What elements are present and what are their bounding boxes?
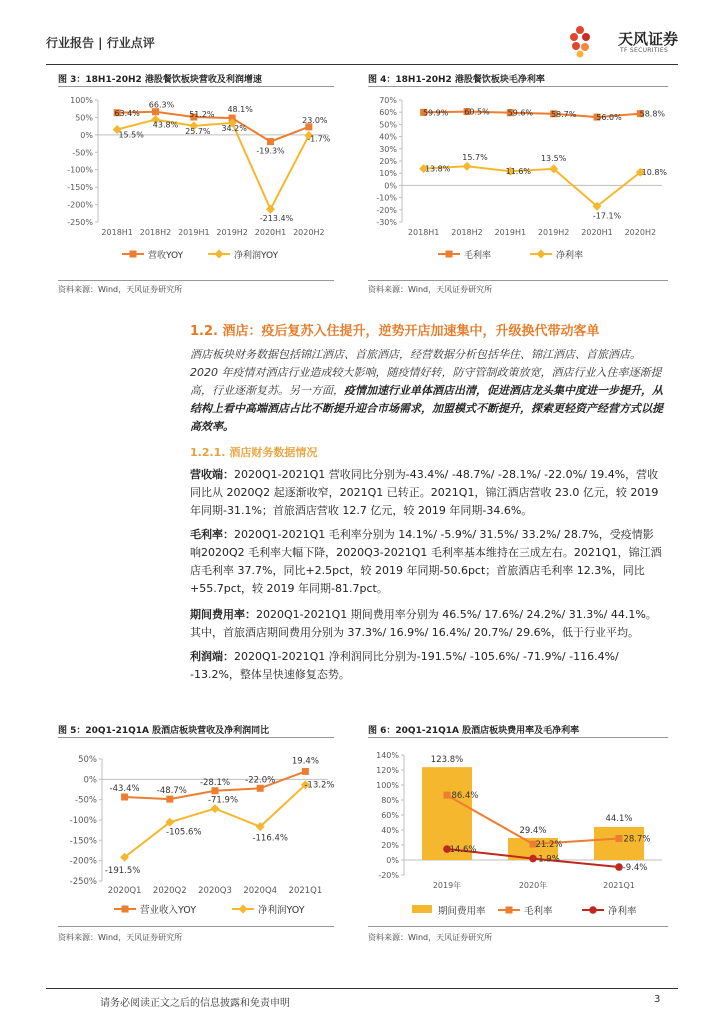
- gross-margin-label: 毛利率：: [190, 528, 234, 541]
- data-label: 21.2%: [535, 840, 563, 851]
- x-tick-label: 2018H1: [101, 228, 133, 237]
- legend-label: 期间费用率: [438, 906, 486, 917]
- data-point: [121, 793, 128, 800]
- data-label: 13.8%: [424, 164, 451, 174]
- legend-label: 净利率: [556, 251, 584, 261]
- y-tick-label: 50%: [78, 755, 97, 765]
- footer-disclaimer: 请务必阅读正文之后的信息披露和免责申明: [100, 998, 290, 1009]
- data-label: 59.6%: [507, 108, 534, 118]
- data-label: -19.3%: [256, 146, 285, 156]
- legend-label: 净利润YOY: [258, 905, 305, 916]
- data-label: 44.1%: [605, 813, 633, 824]
- data-label: 60.5%: [464, 107, 490, 117]
- data-label: 48.1%: [227, 105, 253, 115]
- fig4-bottom-rule: [368, 280, 668, 281]
- y-tick-label: 100%: [70, 96, 93, 105]
- x-tick-label: 2020H2: [293, 228, 325, 237]
- data-point: [615, 863, 623, 871]
- legend-label: 净利润YOY: [234, 251, 279, 261]
- revenue-paragraph: [190, 466, 664, 520]
- data-point: [444, 792, 451, 799]
- data-label: -17.1%: [592, 211, 622, 221]
- fig5-source: 资料来源：Wind，天风证券研究所: [58, 933, 183, 942]
- logo-flower-icon: [570, 26, 590, 58]
- data-label: 56.0%: [596, 113, 622, 123]
- data-point: [616, 835, 623, 842]
- legend-label: 毛利率: [524, 906, 553, 917]
- y-tick-label: -20%: [378, 871, 399, 880]
- logo-en-text: TF SECURITIES: [620, 47, 669, 54]
- fig3-caption: 图 3：18H1-20H2 港股餐饮板块营收及利润增速: [58, 75, 262, 85]
- y-tick-label: -250%: [67, 218, 93, 227]
- legend-marker: [446, 251, 453, 258]
- x-tick-label: 2018H1: [407, 228, 440, 237]
- revenue-text: 2020Q1-2021Q1 营收同比分别为-43.4%/ -48.7%/ -28.1%/ -22.0%/ 19.4%，营收同比从 2020Q2 起逐渐收窄，2021Q1 已转正。2021Q1，锦江酒店营收 23.0 亿元，较 2019 年同期-31.1%；首旅酒店营收 12.7 亿元，较 2019 年同期-34.6%。: [190, 468, 659, 517]
- profit-text: 2020Q1-2021Q1 净利润同比分别为-191.5%/ -105.6%/ -71.9%/ -116.4%/ -13.2%，整体呈快速修复态势。: [190, 650, 619, 681]
- data-label: 66.3%: [148, 100, 175, 110]
- data-point: [267, 138, 274, 145]
- data-label: -43.4%: [109, 783, 140, 794]
- y-tick-label: 20%: [379, 157, 397, 166]
- x-tick-label: 2020Q2: [152, 886, 187, 896]
- data-label: -9.4%: [622, 863, 648, 874]
- data-label: 13.5%: [540, 153, 567, 163]
- fig5-bottom-rule: [58, 926, 334, 927]
- y-tick-label: -100%: [69, 816, 97, 826]
- fig5-top-rule: [58, 737, 334, 738]
- y-tick-label: -50%: [75, 795, 97, 806]
- y-tick-label: -10%: [376, 193, 397, 203]
- y-tick-label: -200%: [69, 856, 97, 867]
- data-label: -191.5%: [104, 866, 141, 877]
- expense-text: 2020Q1-2021Q1 期间费用率分别为 46.5%/ 17.6%/ 24.2%/ 31.3%/ 44.1%。其中，首旅酒店期间费用分别为 37.3%/ 16.9%/ 16.4%/ 20.7%/ 29.6%，低于行业平均。: [190, 608, 657, 639]
- intro-part-a: 酒店板块财务数据包括锦江酒店、首旅酒店，经营数据分析包括华住、锦江酒店、首旅酒店。2020 年疫情对酒店行业造成较大影响，随疫情好转，防守管制政策放宽，酒店行业入住率逐渐提高，行业逐渐复苏。另一方面，: [190, 348, 662, 397]
- legend-label: 营收YOY: [148, 251, 184, 261]
- data-label: -48.7%: [156, 786, 187, 797]
- data-label: 86.4%: [451, 791, 479, 802]
- fig6-source: 资料来源：Wind，天风证券研究所: [368, 933, 493, 942]
- fig3-source: 资料来源：Wind，天风证券研究所: [58, 285, 183, 294]
- y-tick-label: -200%: [67, 200, 93, 210]
- x-tick-label: 2019H1: [178, 228, 210, 237]
- fig3-chart: [58, 92, 334, 272]
- data-label: -1.7%: [307, 134, 331, 144]
- y-tick-label: 70%: [379, 96, 397, 105]
- y-tick-label: 40%: [379, 132, 397, 142]
- y-tick-label: 60%: [379, 108, 397, 118]
- data-label: 123.8%: [430, 755, 464, 766]
- fig3-top-rule: [58, 86, 334, 87]
- y-tick-label: 100%: [376, 781, 399, 790]
- fig4-top-rule: [368, 86, 668, 87]
- series-line: [117, 120, 309, 210]
- intro-part-b: 疫情加速行业单体酒店出清，促进酒店龙头集中度进一步提升，从结构上看中高端酒店占比不断提升迎合市场需求，加盟模式不断提升，探索更轻资产经营方式以提高效率。: [190, 384, 663, 433]
- series-line: [447, 795, 619, 844]
- y-tick-label: 0%: [384, 181, 397, 191]
- expense-paragraph: [190, 606, 664, 642]
- legend-marker: [537, 250, 546, 259]
- x-tick-label: 2019H2: [216, 228, 248, 237]
- y-tick-label: 0%: [386, 856, 399, 865]
- section-title: 1.2. 酒店：疫后复苏入住提升，逆势开店加速集中，升级换代带动客单: [190, 324, 600, 339]
- x-tick-label: 2020H1: [581, 228, 613, 237]
- data-label: 15.5%: [118, 130, 144, 140]
- report-type-breadcrumb: 行业报告 | 行业点评: [46, 36, 155, 50]
- data-label: 14.6%: [449, 845, 477, 856]
- legend-marker: [506, 907, 513, 914]
- data-label: 19.4%: [291, 756, 319, 767]
- y-tick-label: 10%: [379, 169, 397, 179]
- data-label: -213.4%: [259, 214, 294, 224]
- page-number: 3: [654, 994, 661, 1005]
- x-tick-label: 2019H1: [494, 228, 527, 237]
- data-label: 25.7%: [185, 126, 211, 136]
- legend-marker: [589, 906, 597, 914]
- data-label: 1.9%: [538, 854, 560, 865]
- x-tick-label: 2020Q4: [243, 886, 278, 896]
- fig3-bottom-rule: [58, 280, 334, 281]
- data-point: [257, 785, 264, 792]
- data-label: 10.8%: [641, 168, 668, 178]
- gross-margin-paragraph: [190, 526, 664, 598]
- data-point: [266, 205, 275, 214]
- x-tick-label: 2021Q1: [603, 881, 635, 890]
- legend-marker: [130, 251, 137, 258]
- data-label: 29.4%: [519, 825, 547, 836]
- x-tick-label: 2020年: [518, 881, 548, 890]
- legend-swatch: [412, 905, 432, 913]
- profit-paragraph: [190, 648, 664, 684]
- x-tick-label: 2019年: [432, 881, 462, 890]
- x-tick-label: 2018H2: [451, 228, 483, 237]
- y-tick-label: -150%: [69, 836, 97, 847]
- y-tick-label: 20%: [381, 841, 399, 850]
- data-label: 58.8%: [639, 109, 666, 119]
- profit-label: 利润端：: [190, 650, 234, 663]
- legend-label: 毛利率: [464, 251, 492, 261]
- y-tick-label: -250%: [69, 877, 97, 887]
- x-tick-label: 2020Q3: [198, 886, 232, 896]
- data-label: -13.2%: [304, 780, 335, 791]
- footer-rule: [46, 988, 678, 989]
- y-tick-label: 40%: [381, 826, 399, 835]
- fig6-top-rule: [368, 737, 668, 738]
- y-tick-label: 30%: [379, 144, 397, 154]
- y-tick-label: 80%: [381, 796, 399, 805]
- fig4-source: 资料来源：Wind，天风证券研究所: [368, 285, 493, 294]
- data-point: [463, 162, 472, 171]
- y-tick-label: -100%: [67, 165, 93, 175]
- data-point: [529, 855, 537, 863]
- legend-marker: [215, 250, 224, 259]
- y-tick-label: 0%: [80, 130, 93, 140]
- data-label: -22.0%: [245, 775, 276, 786]
- data-label: -116.4%: [252, 833, 288, 844]
- y-tick-label: -50%: [72, 148, 93, 158]
- y-tick-label: -20%: [376, 205, 397, 215]
- subsection-title: 1.2.1. 酒店财务数据情况: [190, 446, 318, 459]
- fig5-chart: [58, 745, 334, 921]
- y-tick-label: 120%: [376, 766, 399, 775]
- data-point: [166, 796, 173, 803]
- data-label: 11.6%: [505, 167, 532, 177]
- data-label: 51.2%: [189, 110, 215, 120]
- y-tick-label: -150%: [67, 183, 93, 193]
- x-tick-label: 2018H2: [139, 228, 172, 237]
- data-label: -28.1%: [199, 777, 231, 788]
- legend-marker: [122, 906, 129, 913]
- data-label: 15.7%: [462, 153, 488, 163]
- x-tick-label: 2020Q1: [107, 886, 142, 896]
- x-tick-label: 2020H2: [624, 228, 657, 237]
- data-label: 58.7%: [550, 109, 577, 119]
- data-label: 43.8%: [152, 120, 179, 130]
- data-label: -105.6%: [166, 827, 202, 838]
- data-point: [302, 768, 309, 775]
- legend-label: 营业收入YOY: [140, 905, 197, 916]
- x-tick-label: 2020H1: [254, 228, 287, 237]
- header-rule: [46, 64, 678, 65]
- series-line: [424, 166, 641, 206]
- y-tick-label: 50%: [379, 120, 397, 130]
- x-tick-label: 2021Q1: [288, 886, 323, 896]
- y-tick-label: -30%: [376, 218, 397, 227]
- data-label: 59.9%: [422, 108, 449, 118]
- fig6-caption: 图 6：20Q1-21Q1A 股酒店板块费用率及毛净利率: [368, 726, 580, 736]
- y-tick-label: 50%: [75, 113, 93, 123]
- fig6-bottom-rule: [368, 926, 668, 927]
- data-label: 28.7%: [623, 834, 651, 845]
- fig4-chart: [368, 92, 668, 272]
- data-label: 34.2%: [221, 123, 247, 133]
- data-label: 23.0%: [302, 115, 328, 125]
- legend-marker: [239, 905, 248, 914]
- legend-label: 净利率: [608, 906, 637, 917]
- fig6-chart: [368, 745, 668, 921]
- y-tick-label: 60%: [381, 811, 399, 820]
- revenue-label: 营收端：: [190, 468, 234, 481]
- data-point: [212, 787, 219, 794]
- fig5-caption: 图 5：20Q1-21Q1A 股酒店板块营收及净利润同比: [58, 726, 270, 736]
- y-tick-label: 0%: [83, 775, 97, 786]
- gross-margin-text: 2020Q1-2021Q1 毛利率分别为 14.1%/ -5.9%/ 31.5%/ 33.2%/ 28.7%，受疫情影响2020Q2 毛利率大幅下降，2020Q3-2021Q1 毛利率基本维持在三成左右。2021Q1，锦江酒店毛利率 37.7%，同比+2.5pct，较 2019 年同期-50.6pct；首旅酒店毛利率 12.3%，同比+55.7pct，较 2019 年同期-81.7pct。: [190, 528, 662, 595]
- data-label: -71.9%: [207, 795, 239, 806]
- expense-label: 期间费用率：: [190, 608, 256, 621]
- section-intro: [190, 346, 664, 436]
- logo-cn-text: 天风证券: [618, 30, 679, 48]
- fig4-caption: 图 4：18H1-20H2 港股餐饮板块毛净利率: [368, 75, 545, 85]
- y-tick-label: 140%: [376, 751, 399, 760]
- data-label: 63.4%: [114, 108, 140, 118]
- x-tick-label: 2019H2: [537, 228, 570, 237]
